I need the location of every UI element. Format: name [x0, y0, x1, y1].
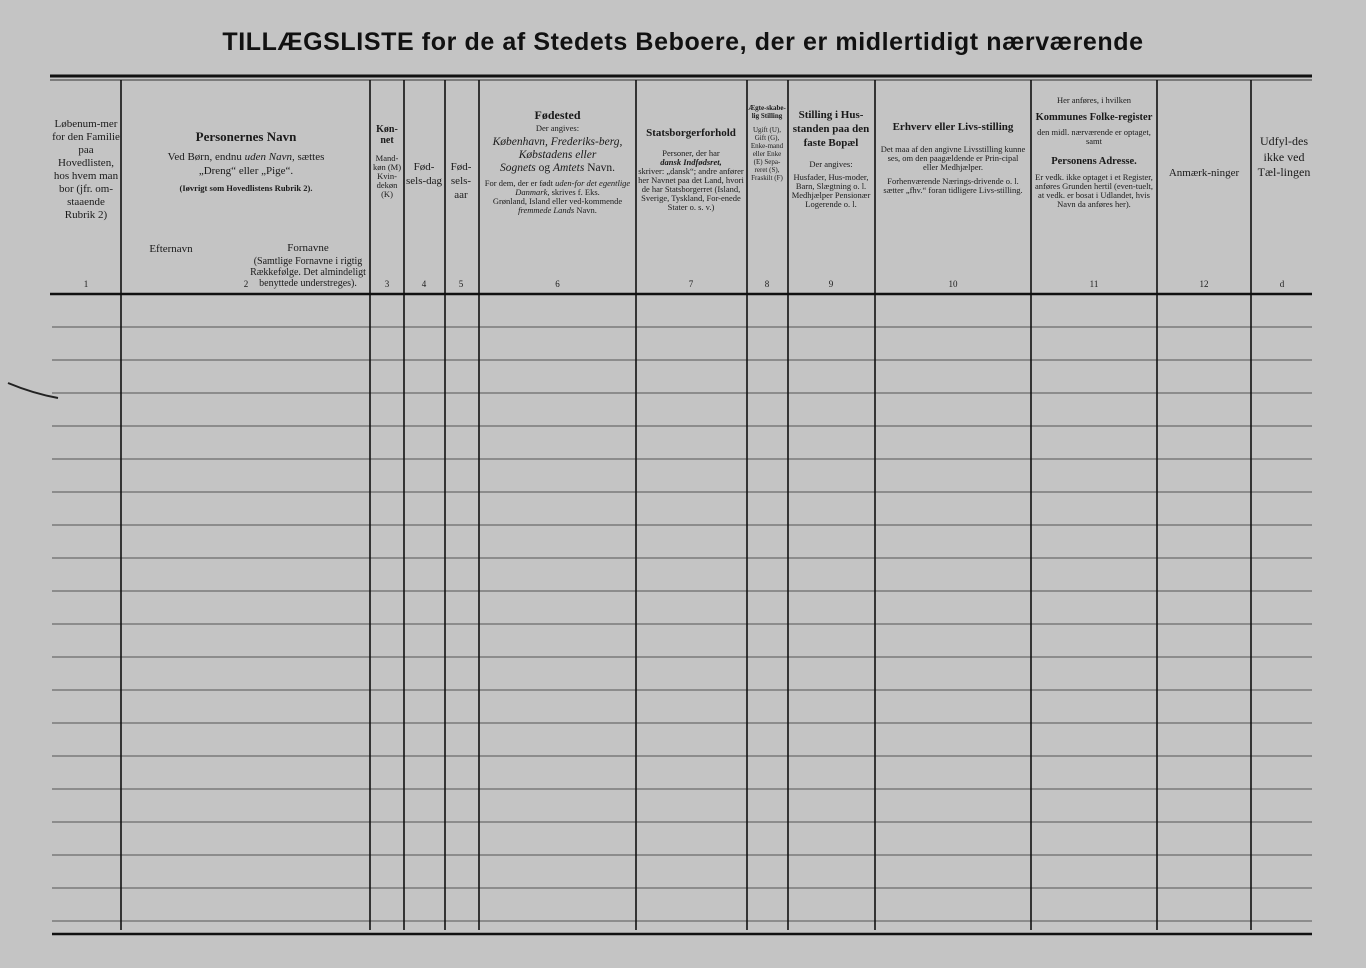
col4-header: Fød-sels-dag	[405, 161, 443, 187]
col2-line2: „Dreng“ eller „Pige“.	[198, 165, 294, 177]
col2-line1-italic: uden Navn,	[244, 151, 295, 163]
col7-number: 7	[688, 279, 694, 289]
col6-p3: Grønland, Island eller ved-kommende	[492, 196, 623, 206]
col7-header	[637, 128, 745, 212]
col9-heading: Stilling i Hus-standen paa den faste Bopæl	[792, 109, 870, 149]
col9-text: Husfader, Hus-moder, Barn, Slægtning o. l. Medhjælper Pensionær Logerende o. l.	[791, 172, 871, 209]
col7-heading: Statsborgerforhold	[646, 128, 736, 139]
col2-sub-fornavne: Fornavne	[287, 243, 329, 254]
col11-header	[1034, 96, 1154, 209]
page-title: TILLÆGSLISTE for de af Stedets Beboere, der er midlertidigt nærværende	[222, 28, 1144, 56]
pencil-tick-mark	[6, 380, 62, 404]
col1-number: 1	[83, 279, 89, 289]
col10-heading: Erhverv eller Livs-stilling	[892, 121, 1014, 133]
col7-text2: skriver: „dansk“; andre anfører her Navnet paa det Land, hvori de har Statsborgerret (Island, Sverige, Tyskland, For-enede Stater o. s. v.)	[638, 166, 744, 212]
col7-text: Personer, der har	[662, 148, 720, 158]
col11-heading: Kommunes Folke-register	[1035, 112, 1153, 123]
col6-sub: Der angives:	[535, 123, 580, 133]
col6-number: 6	[555, 279, 560, 289]
col6-italic: København, Frederiks-berg, Købstadens eller	[492, 136, 623, 161]
col11-text: den midl. nærværende er optaget, samt	[1037, 127, 1151, 146]
col2-note: (Iøvrigt som Hovedlistens Rubrik 2).	[179, 183, 313, 193]
col4-number: 4	[421, 279, 427, 289]
col2-header	[124, 130, 368, 193]
col12-number: 12	[1199, 279, 1209, 289]
col6-italic2: Sognets	[499, 162, 536, 174]
col11-text2: Er vedk. ikke optaget i et Register, anføres Grunden hertil (even-tuelt, at vedk. er bosat i Udlandet, hvis Navn da anføres her).	[1034, 172, 1153, 209]
col10-text: Det maa af den angivne Livsstilling kunne ses, om den paagældende er Prin-cipal eller Medhjælper.	[880, 144, 1026, 172]
col6-p3-italic: fremmede Lands	[518, 205, 575, 215]
col6-p2-italic: uden-for det egentlige Danmark,	[515, 178, 631, 197]
col1-header	[52, 118, 120, 222]
col8-number: 8	[764, 279, 770, 289]
col10-text2: Forhenværende Nærings-drivende o. l. sætter „fhv.“ foran tidligere Livs-stilling.	[883, 176, 1023, 195]
col6-p2-end: skrives f. Eks.	[551, 187, 600, 197]
col6-italic3: Amtets	[553, 162, 585, 174]
col6-p3-end: Navn.	[576, 205, 597, 215]
col3-number: 3	[384, 279, 390, 289]
col9-number: 9	[828, 279, 834, 289]
col2-number: 2	[243, 279, 249, 289]
col9-header	[789, 108, 873, 209]
col3-header	[371, 124, 403, 199]
col3-heading: Køn-net	[376, 124, 398, 146]
col2-heading: Personernes Navn	[195, 130, 297, 144]
col7-italic: dansk Indfødsret,	[660, 157, 722, 167]
col10-number: 10	[948, 279, 958, 289]
col11-heading2: Personens Adresse.	[1051, 156, 1137, 167]
col1-text: Løbenum-mer for den Familie paa Hovedlisten, hos hvem man bor (jfr. om-staaende Rubrik 2)	[52, 118, 120, 221]
col6-mid: og	[538, 162, 551, 174]
col9-sub: Der angives:	[809, 159, 853, 169]
col8-header	[748, 104, 786, 182]
col8-heading: Ægte-skabe-lig Stilling	[748, 104, 786, 120]
col11-number: 11	[1089, 279, 1099, 289]
col2-line1: Ved Børn, endnu	[167, 151, 242, 163]
cold-number: d	[1279, 279, 1285, 289]
col6-end: Navn.	[587, 162, 615, 174]
col6-p2: For dem, der er født	[484, 178, 554, 188]
col8-text: Ugift (U), Gift (G), Enke-mand eller Enke (E) Sepa-reret (S), Fraskilt (F)	[750, 126, 784, 182]
col6-heading: Fødested	[534, 110, 581, 122]
cold-header: Udfyl-des ikke ved Tæl-lingen	[1257, 134, 1311, 179]
col3-text: Mand-køn (M) Kvin-dekøn (K)	[372, 153, 402, 199]
col5-number: 5	[458, 279, 464, 289]
col2-sub-efternavn: Efternavn	[149, 244, 193, 255]
col2-sub-fornavne-note: (Samtlige Fornavne i rigtig Rækkefølge. Det almindeligt benyttede understreges).	[250, 256, 366, 289]
col5-header: Fød-sels-aar	[450, 161, 472, 201]
col12-header: Anmærk-ninger	[1168, 167, 1240, 179]
col6-header	[481, 110, 634, 215]
col2-line1-end: sættes	[297, 151, 325, 163]
col11-top: Her anføres, i hvilken	[1056, 96, 1132, 105]
col10-header	[880, 120, 1026, 195]
